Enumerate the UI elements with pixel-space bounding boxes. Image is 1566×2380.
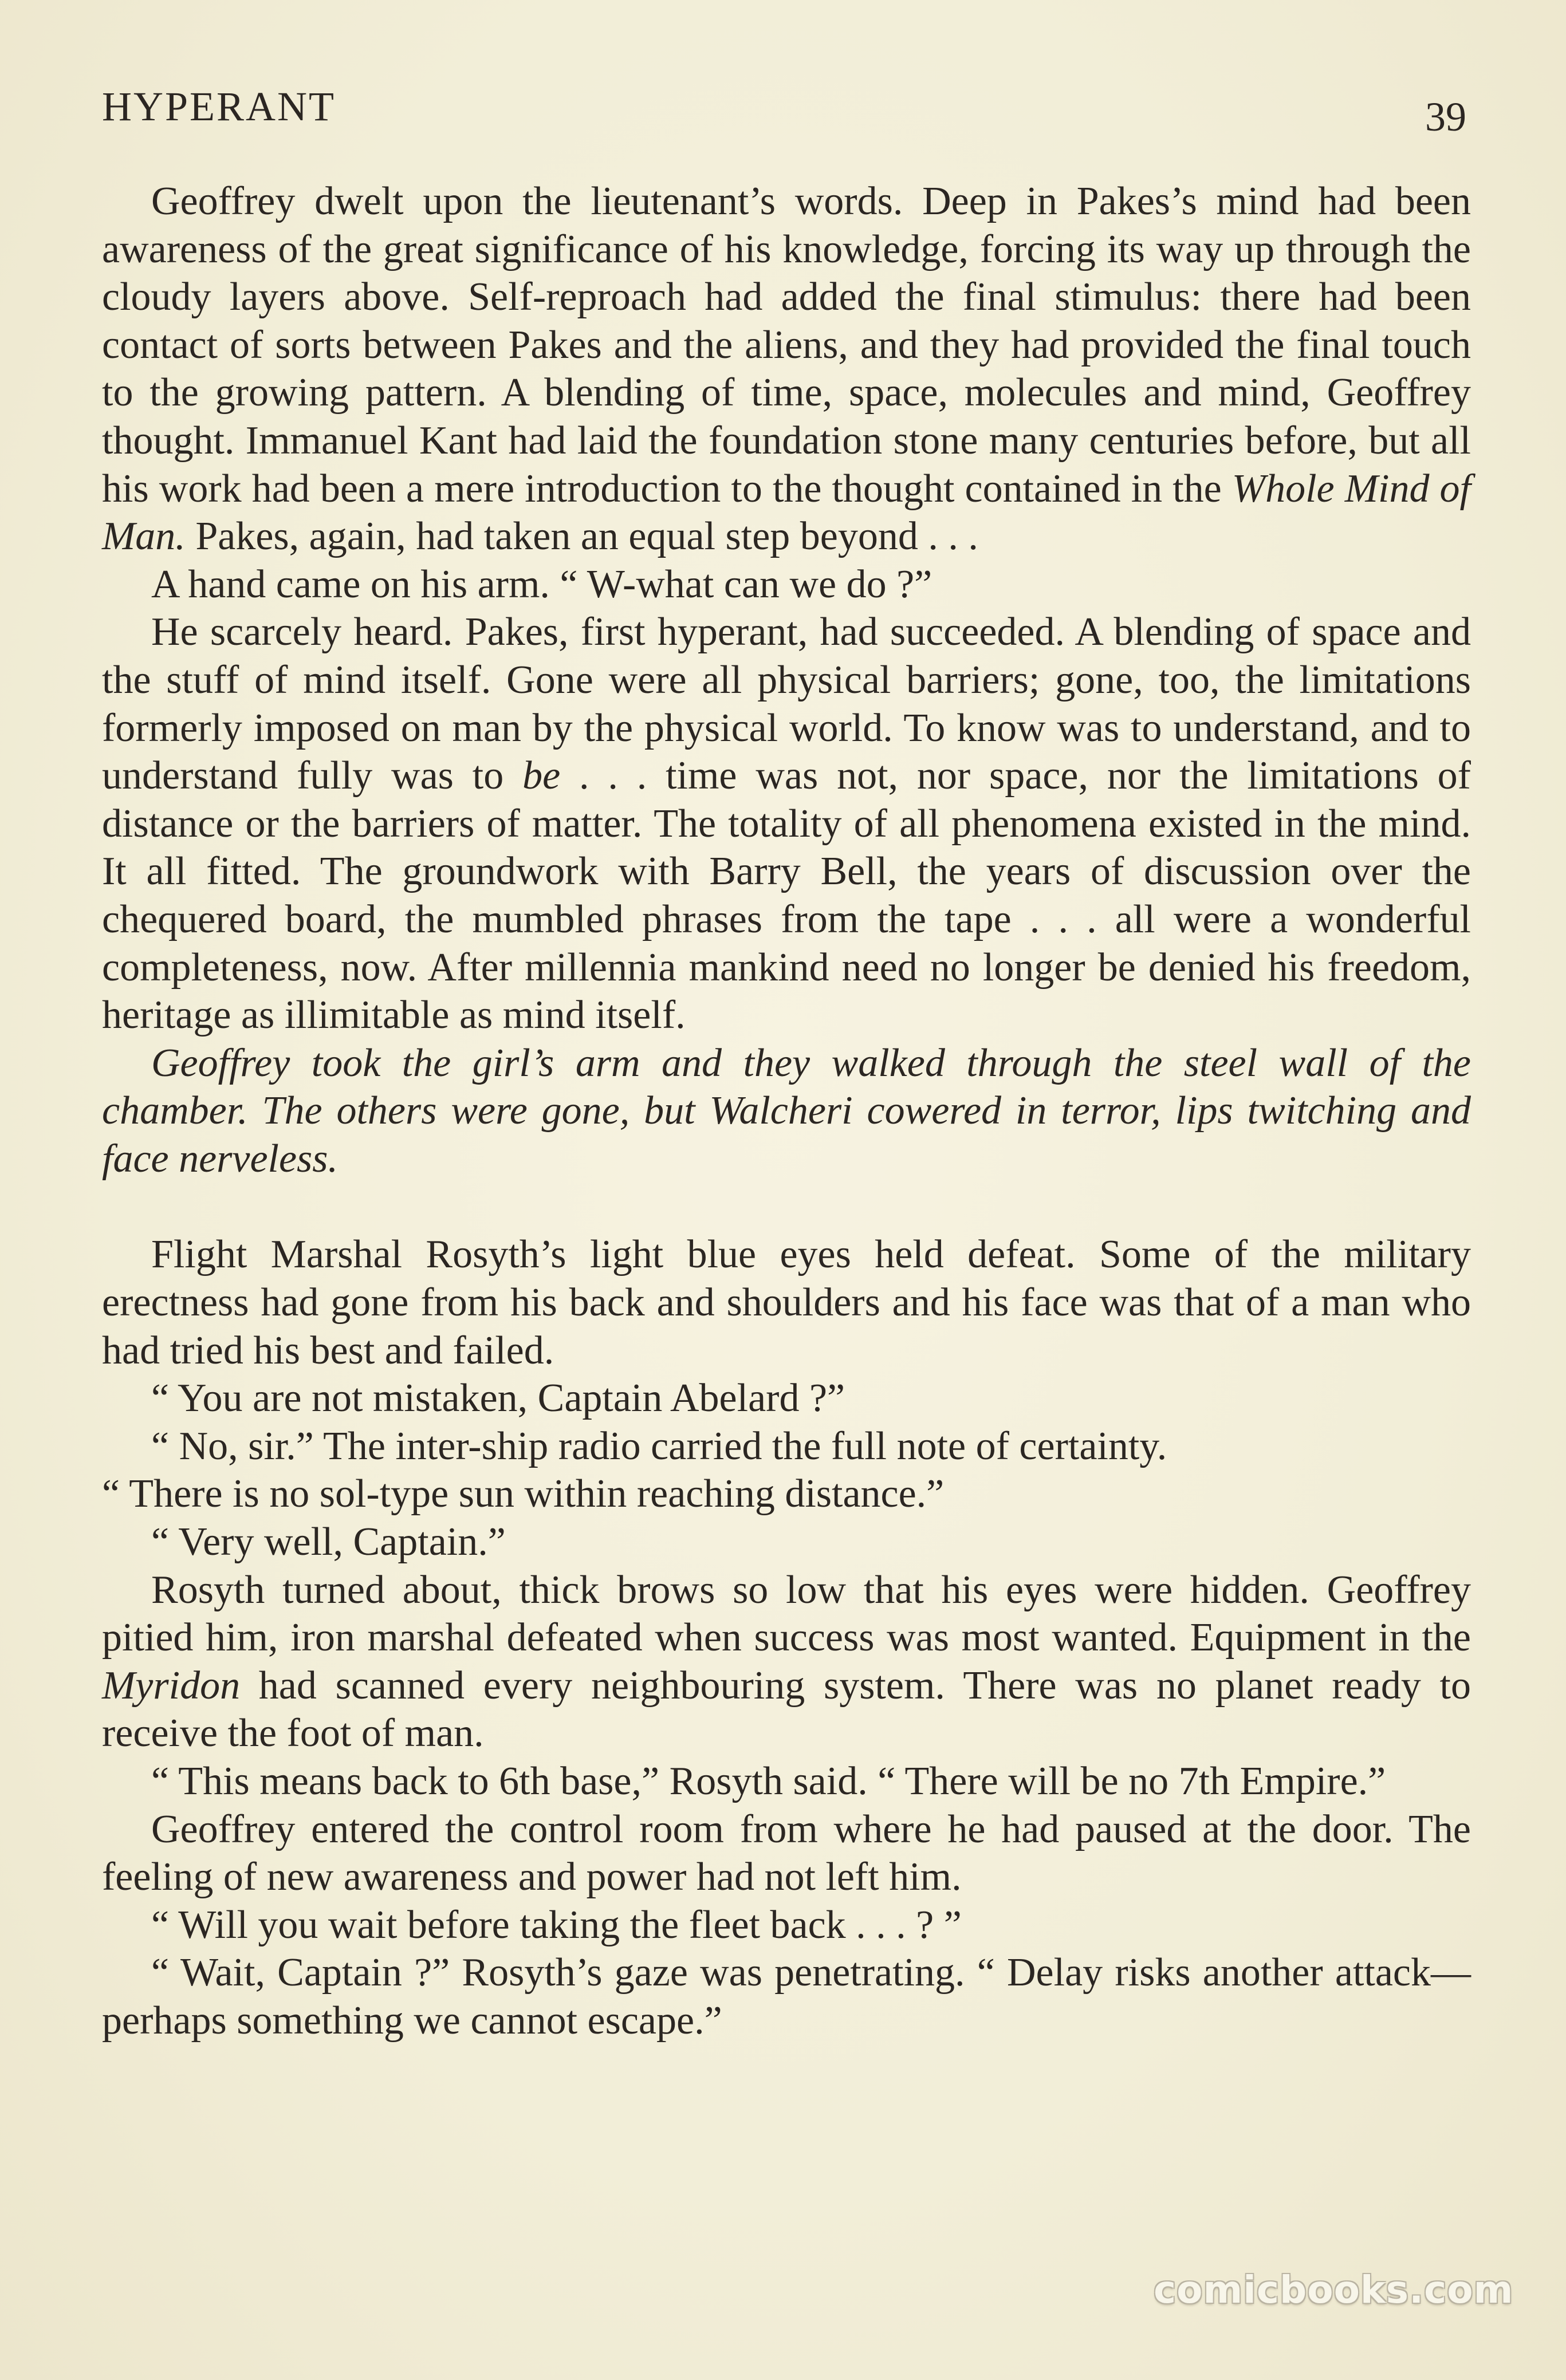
running-title: HYPERANT: [102, 84, 336, 129]
paragraph-text: Pakes, again, had taken an equal step beyond . . .: [185, 514, 978, 559]
emphasis-word: be: [522, 754, 561, 798]
paragraph: Geoffrey entered the control room from where he had paused at the door. The feeling of new awareness and power had not left him.: [102, 1807, 1471, 1900]
paragraph: [102, 1566, 1471, 1758]
body-text: [102, 178, 1471, 2045]
paragraph: “ There is no sol-type sun within reaching distance.”: [102, 1472, 945, 1516]
paragraph: “ Will you wait before taking the fleet back . . . ? ”: [151, 1902, 962, 1947]
paragraph: “ Wait, Captain ?” Rosyth’s gaze was penetrating. “ Delay risks another attack—perhaps something we cannot escape.”: [102, 1951, 1471, 2043]
paragraph-text: Rosyth turned about, thick brows so low that his eyes were hidden. Geoffrey pitied him, iron marshal defeated when success was most wanted. Equipment in the: [102, 1567, 1471, 1660]
paragraph: “ Very well, Captain.”: [151, 1520, 506, 1565]
ship-name-emphasis: Myridon: [102, 1663, 241, 1708]
book-title-emphasis: Whole Mind of Man.: [102, 466, 1471, 559]
paragraph-text: Geoffrey dwelt upon the lieutenant’s words. Deep in Pakes’s mind had been awareness of the great significance of his knowledge, forcing its way up through the cloudy layers above. Self-reproach had added the final stimulus: there had been contact of sorts between Pakes and the aliens, and they had provided the final touch to the growing pattern. A blending of time, space, molecules and mind, Geoffrey thought. Immanuel Kant had laid the foundation stone many centuries before, but all his work had been a mere introduction to the thought contained in the: [102, 179, 1471, 511]
paragraph: Flight Marshal Rosyth’s light blue eyes held defeat. Some of the military erectness had gone from his back and shoulders and his face was that of a man who had tried his best and failed.: [102, 1232, 1471, 1373]
watermark-logo: comicbooks.com: [1154, 2268, 1514, 2312]
paragraph: [102, 178, 1471, 561]
paragraph: “ You are not mistaken, Captain Abelard ?”: [151, 1376, 845, 1421]
page-number: 39: [1425, 94, 1466, 140]
paragraph: [102, 608, 1471, 1039]
paragraph-text: had scanned every neighbouring system. There was no planet ready to receive the foot of man.: [102, 1663, 1471, 1756]
paragraph: “ This means back to 6th base,” Rosyth said. “ There will be no 7th Empire.”: [151, 1759, 1386, 1803]
paragraph: A hand came on his arm. “ W-what can we do ?”: [151, 562, 932, 606]
paragraph-text: He scarcely heard. Pakes, first hyperant, had succeeded. A blending of space and the stuff of mind itself. Gone were all physical barriers; gone, too, the limitations formerly imposed on man by the physical world. To know was to understand, and to understand fully was to: [102, 610, 1471, 798]
italic-paragraph: Geoffrey took the girl’s arm and they walked through the steel wall of the chamber. The others were gone, but Walcheri cowered in terror, lips twitching and face nerveless.: [102, 1041, 1471, 1181]
paragraph-text: . . . time was not, nor space, nor the limitations of distance or the barriers of matter. The totality of all phenomena existed in the mind. It all fitted. The groundwork with Barry Bell, the years of discussion over the chequered board, the mumbled phrases from the tape . . . all were a wonderful completeness, now. After millennia mankind need no longer be denied his freedom, heritage as illimitable as mind itself.: [102, 754, 1471, 1038]
paragraph: “ No, sir.” The inter-ship radio carried the full note of certainty.: [151, 1424, 1167, 1468]
